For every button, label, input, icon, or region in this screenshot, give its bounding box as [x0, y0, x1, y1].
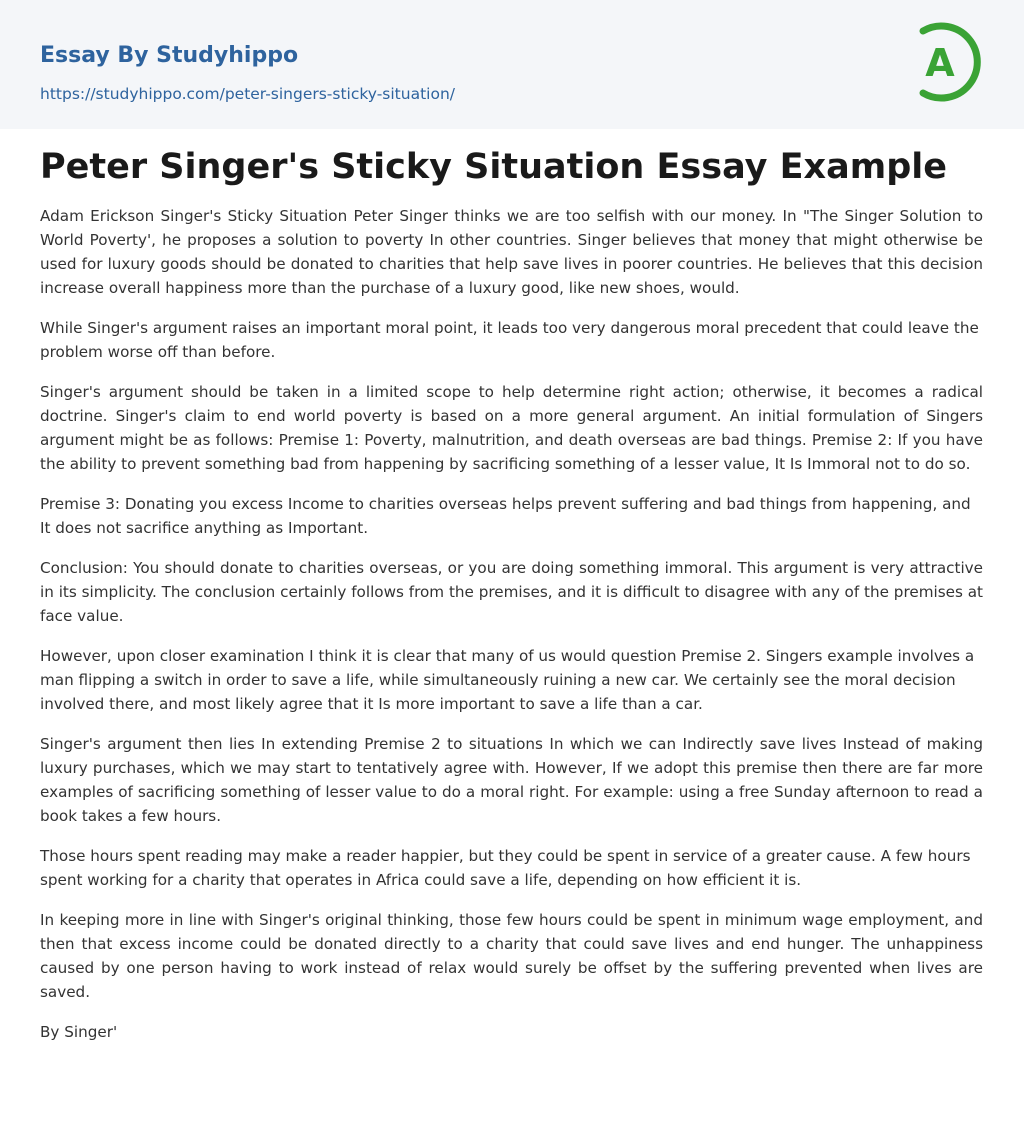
essay-paragraph-2: While Singer's argument raises an important moral point, it leads too very dangerous moral precedent that could leave the problem worse off than before. [40, 319, 979, 361]
site-header [0, 0, 1024, 129]
essay-paragraph-5: Conclusion: You should donate to charities overseas, or you are doing something immoral. This argument is very attractive in its simplicity. The conclusion certainly follows from the premises, and it is difficult to disagree with any of the premises at face value. [40, 559, 983, 625]
svg-text:A: A [925, 41, 955, 85]
essay-paragraph-9: In keeping more in line with Singer's original thinking, those few hours could be spent in minimum wage employment, and then that excess income could be donated directly to a charity that could save lives and end hunger. The unhappiness caused by one person having to work instead of relax would surely be offset by the suffering prevented when lives are saved. [40, 911, 983, 1001]
essay-paragraph-3: Singer's argument should be taken in a limited scope to help determine right action; otherwise, it becomes a radical doctrine. Singer's claim to end world poverty is based on a more general argument. An initial formulation of Singers argument might be as follows: Premise 1: Poverty, malnutrition, and death overseas are bad things. Premise 2: If you have the ability to prevent something bad from happening by sacrificing something of a lesser value, It Is Immoral not to do so. [40, 383, 983, 473]
essay-paragraph-4: Premise 3: Donating you excess Income to charities overseas helps prevent suffering and bad things from happening, and It does not sacrifice anything as Important. [40, 495, 971, 537]
essay-title: Peter Singer's Sticky Situation Essay Example [40, 147, 947, 187]
studyhippo-logo-icon[interactable] [911, 19, 987, 105]
essay-paragraph-1: Adam Erickson Singer's Sticky Situation Peter Singer thinks we are too selfish with our money. In "The Singer Solution to World Poverty', he proposes a solution to poverty In other countries. Singer believes that money that might otherwise be used for luxury goods should be donated to charities that help save lives in poorer countries. He believes that this decision increase overall happiness more than the purchase of a luxury good, like new shoes, would. [40, 207, 983, 297]
essay-byline: By Singer' [40, 1023, 118, 1041]
essay-paragraph-7: Singer's argument then lies In extending Premise 2 to situations In which we can Indirectly save lives Instead of making luxury purchases, which we may start to tentatively agree with. However, If we adopt this premise then there are far more examples of sacrificing something of lesser value to do a moral right. For example: using a free Sunday afternoon to read a book takes a few hours. [40, 735, 983, 825]
essay-url-link[interactable]: https://studyhippo.com/peter-singers-sticky-situation/ [40, 85, 455, 103]
essay-paragraph-8: Those hours spent reading may make a reader happier, but they could be spent in service of a greater cause. A few hours spent working for a charity that operates in Africa could save a life, depending on how efficient it is. [40, 847, 971, 889]
essay-paragraph-6: However, upon closer examination I think it is clear that many of us would question Premise 2. Singers example involves a man flipping a switch in order to save a life, while simultaneously ruining a new car. We certainly see the moral decision involved there, and most likely agree that it Is more important to save a life than a car. [40, 647, 975, 713]
essay-content [40, 143, 983, 1060]
site-brand[interactable]: Essay By Studyhippo [40, 43, 299, 68]
